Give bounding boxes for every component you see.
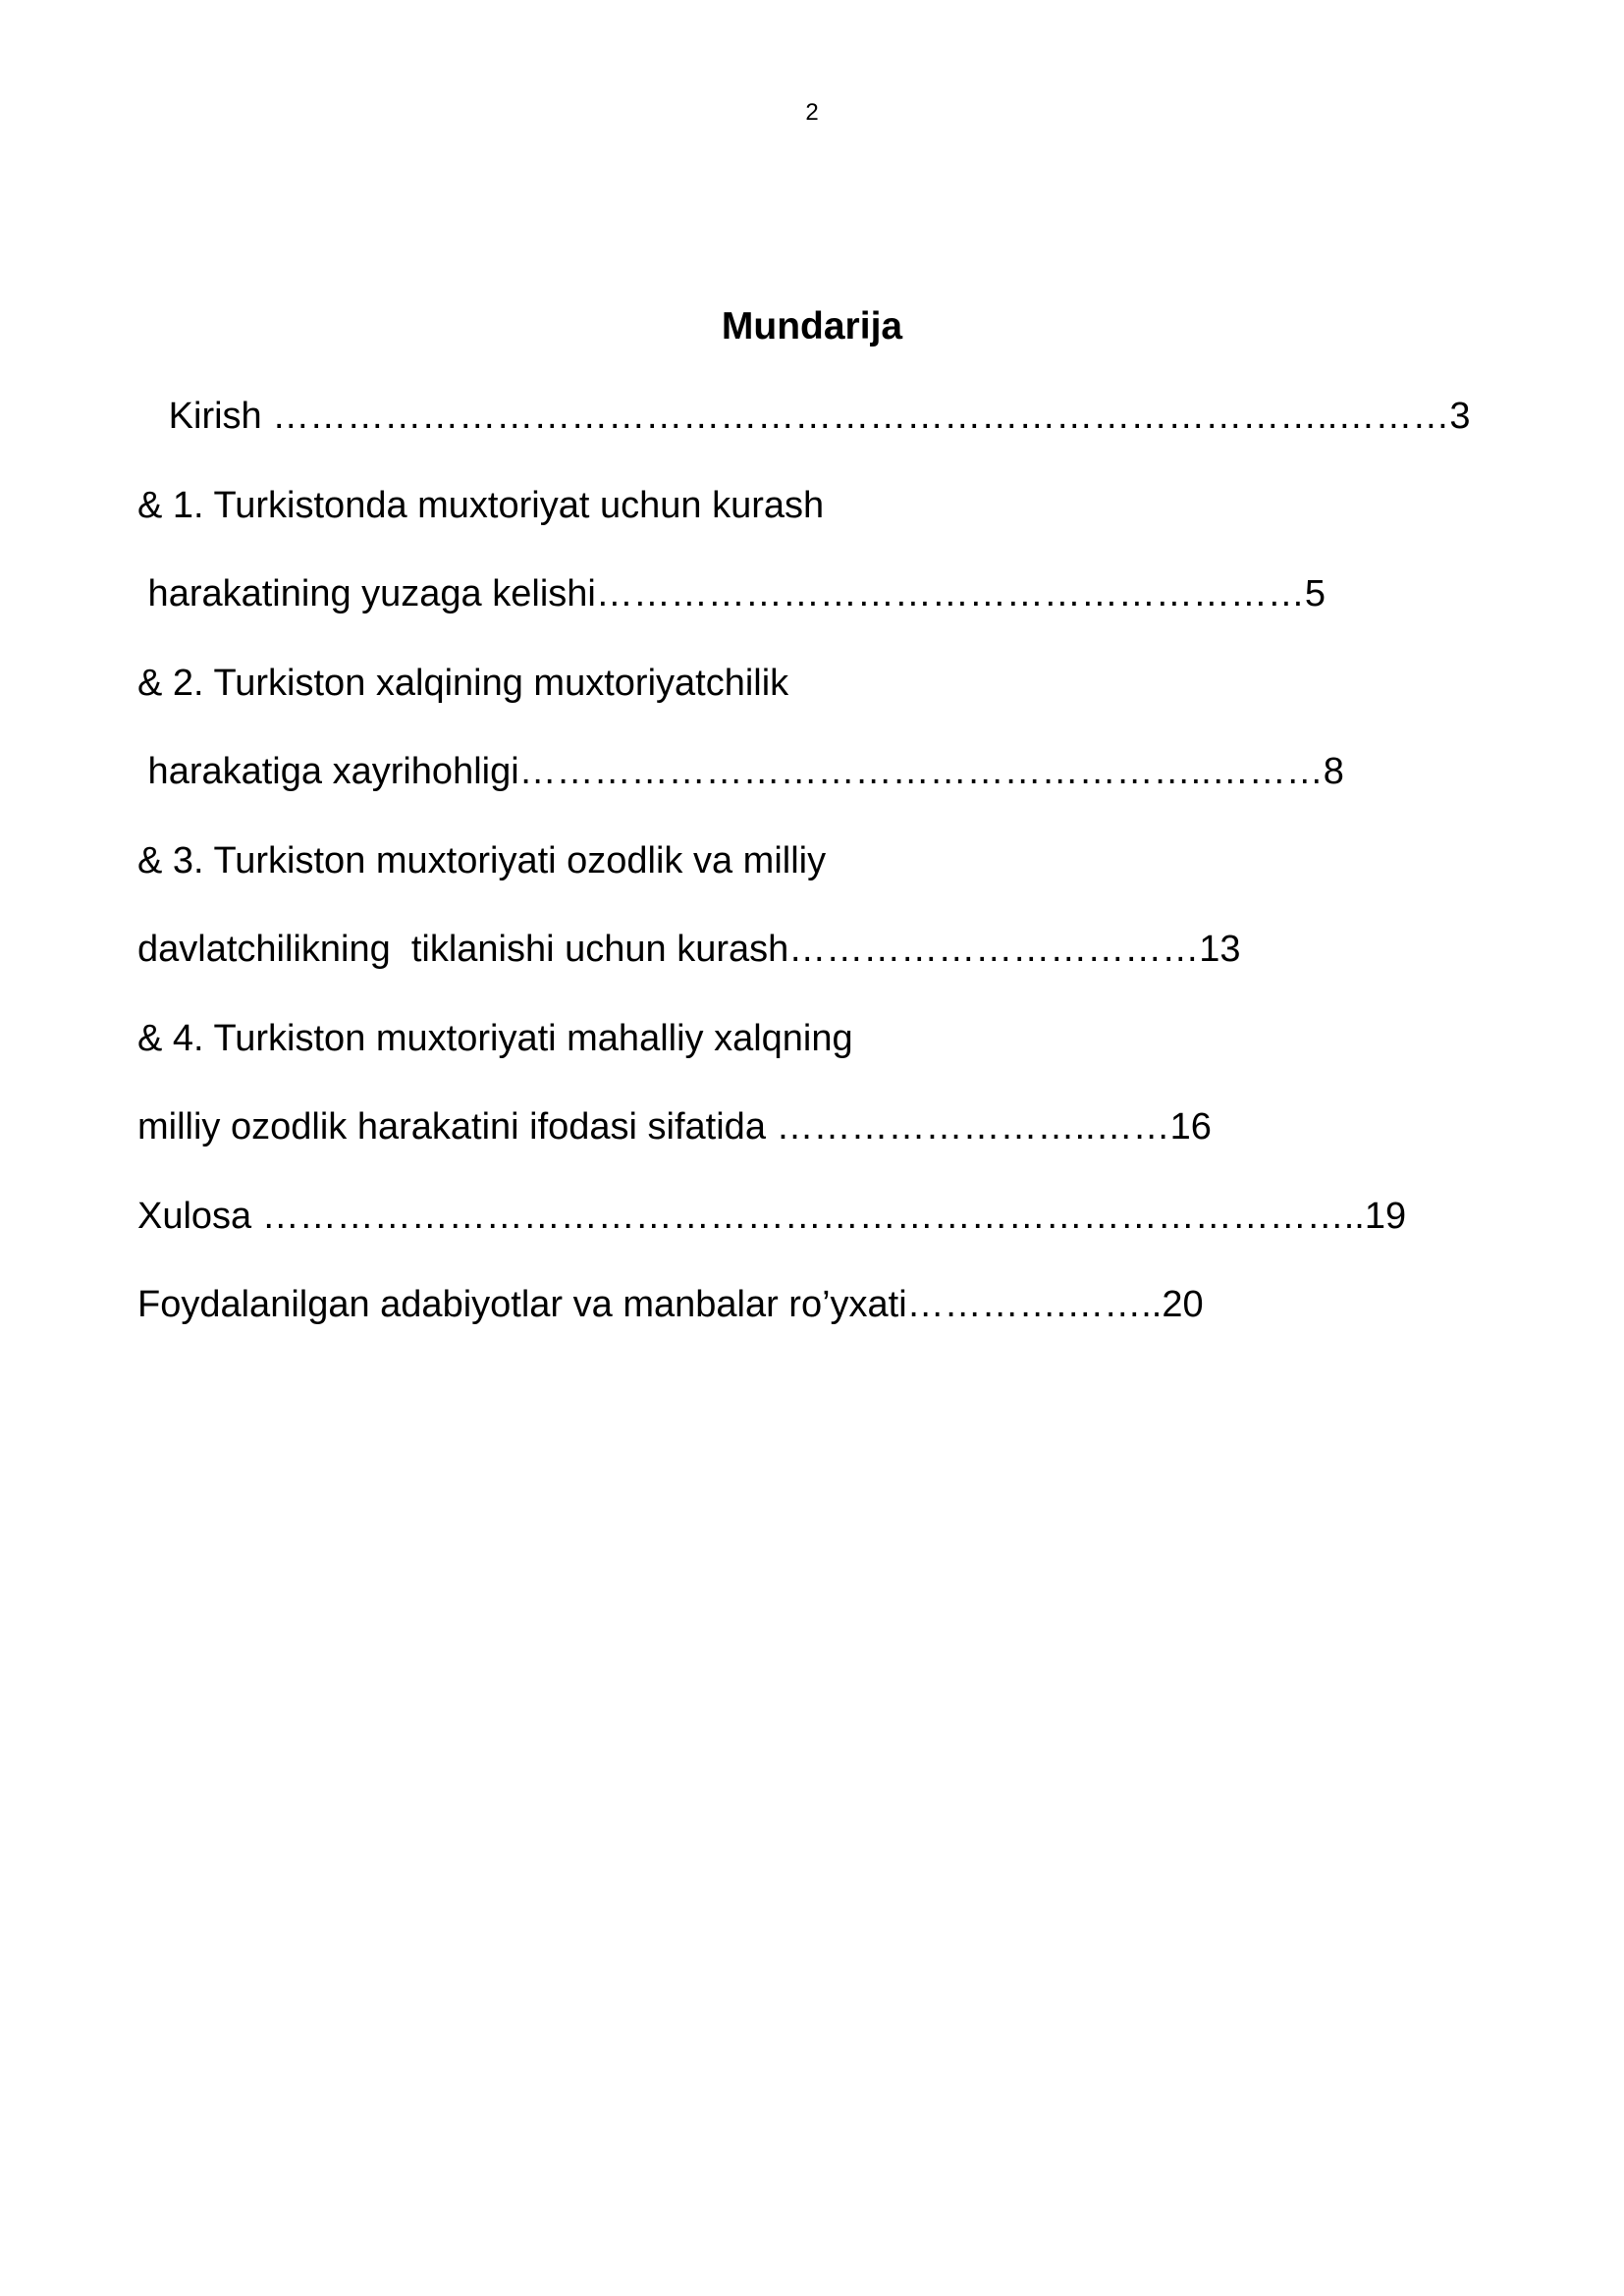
toc-line-section-1-part-1: & 1. Turkistonda muxtoriyat uchun kurash <box>137 484 825 526</box>
page-number: 2 <box>805 99 819 126</box>
toc-line-section-4-part-2: milliy ozodlik harakatini ifodasi sifatida ……………………..……16 <box>137 1106 1212 1148</box>
toc-line-section-1-part-2: harakatining yuzaga kelishi…………………………………………………5 <box>137 573 1326 614</box>
toc-line-section-2-part-1: & 2. Turkiston xalqining muxtoriyatchilik <box>137 662 789 704</box>
toc-line-xulosa: Xulosa ……………………………………………………………………………..19 <box>137 1195 1407 1237</box>
toc-line-kirish: Kirish …………………………………………………………………………..………3 <box>137 396 1471 437</box>
toc-line-section-4-part-1: & 4. Turkiston muxtoriyati mahalliy xalqning <box>137 1017 853 1059</box>
toc-line-section-3-part-1: & 3. Turkiston muxtoriyati ozodlik va milliy <box>137 839 827 881</box>
toc-line-references: Foydalanilgan adabiyotlar va manbalar ro’yxati………….……..20 <box>137 1284 1204 1325</box>
toc-title: Mundarija <box>721 305 903 347</box>
table-of-contents <box>137 393 1471 1370</box>
toc-line-section-2-part-2: harakatiga xayrihohligi………………………………………………..………8 <box>137 751 1344 792</box>
toc-line-section-3-part-2: davlatchilikning tiklanishi uchun kurash……………………………13 <box>137 929 1241 970</box>
